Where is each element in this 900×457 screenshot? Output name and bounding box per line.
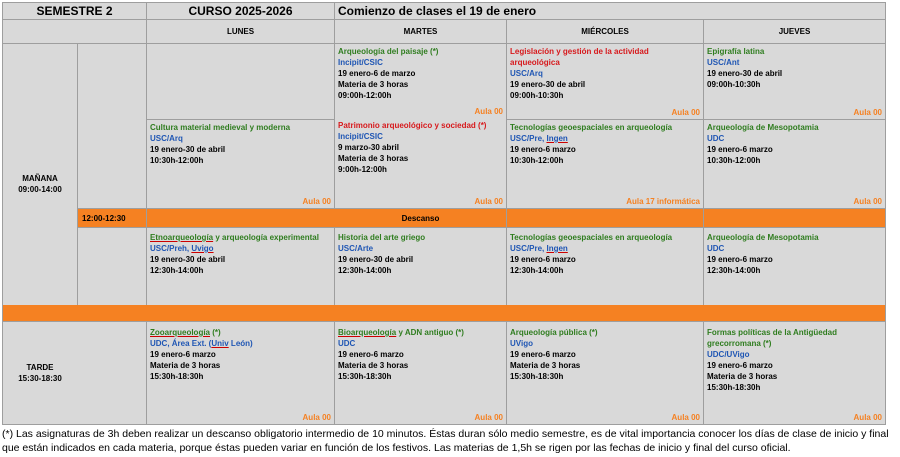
class-org-part: USC/Pre, [510,244,547,253]
break-divider [507,208,704,228]
class-org-part: Univ [211,339,229,348]
class-dates: 19 enero-6 marzo [707,255,773,264]
class-org-part: Ingen [546,134,568,143]
day-header-lunes [147,20,335,44]
footnote: (*) Las asignaturas de 3h deben realizar un descanso obligatorio intermedio de 10 minutos. Éstas duran sólo medio semestre, es de vital importancia conocer los días de clase de inicio y final que están indicados en cada materia, porque éstas pueden variar en función de los festivos. Las materias de 1,5h se rigen por las fechas de inicio y final del curso oficial. [2,428,889,454]
slot-manana-label: MAÑANA [22,174,58,183]
class-room: Aula 00 [853,108,882,117]
class-title: Cultura material medieval y moderna [150,123,291,132]
class-hours: 10:30h-12:00h [510,156,564,165]
corner-cell [2,20,147,44]
class-room: Aula 00 [302,413,331,422]
class-org: USC/Arq [510,69,543,78]
subslot-top [78,44,147,208]
class-hours: 12:30h-14:00h [338,266,392,275]
separator-row [2,305,886,322]
class-dates: 19 enero-30 de abril [707,69,783,78]
break-time-text: 12:00-12:30 [82,213,126,223]
class-title-cont: grecorromana (*) [707,339,772,348]
class-org: Incipit/CSIC [338,58,383,67]
break-label-text: Descanso [401,213,440,223]
class-hours: 09:00h-10:30h [510,91,564,100]
class-dates: 19 enero-30 de abril [150,145,226,154]
class-formas-politicas [704,322,886,425]
class-cultura-material [147,120,335,208]
day-header-martes [335,20,507,44]
class-hours: 15:30h-18:30h [510,372,564,381]
class-legislacion [507,44,704,120]
class-title: Arqueología de Mesopotamia [707,233,819,242]
class-org: UDC [707,134,725,143]
course-year-label [147,2,335,20]
class-title: Arqueología pública (*) [510,328,598,337]
class-hours: 15:30h-18:30h [707,383,761,392]
class-epigrafia [704,44,886,120]
slot-tarde [2,322,147,425]
class-geoespaciales-1 [507,120,704,208]
day-header-miercoles [507,20,704,44]
class-org [510,133,700,144]
class-org: UDC [707,244,725,253]
start-date-text: Comienzo de clases el 19 de enero [338,4,537,18]
day-martes-text: MARTES [403,27,438,36]
class-room: Aula 00 [671,108,700,117]
class-hours: 9:00h-12:00h [338,165,387,174]
slot-manana [2,44,78,325]
class-bioarqueologia [335,322,507,425]
break-label [335,208,507,228]
class-hours: 10:30h-12:00h [707,156,761,165]
class-org-part: León) [228,339,253,348]
class-org-part: USC/Pre, [510,134,547,143]
class-duration: Materia de 3 horas [338,361,409,370]
semester-label [2,2,147,20]
class-duration: Materia de 3 horas [707,372,778,381]
class-org [150,338,331,349]
class-room: Aula 00 [474,197,503,206]
slot-tarde-time: 15:30-18:30 [18,374,62,383]
class-dates: 19 enero-6 marzo [707,361,773,370]
class-org: UDC [338,339,356,348]
slot-manana-time: 09:00-14:00 [18,185,62,194]
class-dates: 19 enero-6 marzo [510,145,576,154]
class-title: Legislación y gestión de la actividad [510,47,649,56]
class-org: UVigo [510,339,533,348]
class-title-part: Bioarqueología [338,328,397,337]
class-title [150,232,331,243]
class-org-part: Ingen [546,244,568,253]
class-hours: 15:30h-18:30h [338,372,392,381]
class-hours: 10:30h-12:00h [150,156,204,165]
class-title [150,327,331,338]
start-date-label [335,2,886,20]
class-org: Incipit/CSIC [338,132,383,141]
class-hours: 12:30h-14:00h [510,266,564,275]
class-mesopotamia-1 [704,120,886,208]
class-room: Aula 00 [474,107,503,116]
class-hours: 09:00h-10:30h [707,80,761,89]
class-room: Aula 00 [853,413,882,422]
class-title-cont: arqueológica [510,58,560,67]
class-title: Epigrafía latina [707,47,765,56]
class-dates: 19 enero-6 de marzo [338,69,416,78]
class-org: USC/Arte [338,244,374,253]
class-dates: 9 marzo-30 abril [338,143,399,152]
class-dates: 19 enero-6 marzo [150,350,216,359]
class-hours: 12:30h-14:00h [150,266,204,275]
class-room: Aula 00 [474,413,503,422]
class-title: Patrimonio arqueológico y sociedad (*) [338,121,487,130]
class-title: Arqueología de Mesopotamia [707,123,819,132]
class-room: Aula 00 [302,197,331,206]
class-dates: 19 enero-6 marzo [707,145,773,154]
class-duration: Materia de 3 horas [338,80,409,89]
class-title-part: Zooarqueología [150,328,210,337]
class-org: USC/Ant [707,58,740,67]
class-room: Aula 17 informática [626,197,700,206]
day-header-jueves [704,20,886,44]
class-duration: Materia de 3 horas [338,154,409,163]
class-hours: 15:30h-18:30h [150,372,204,381]
class-title-part: y arqueología experimental [213,233,319,242]
class-title: Formas políticas de la Antigüedad [707,328,837,337]
class-title-part: Etnoarqueología [150,233,214,242]
class-dates: 19 enero-30 de abril [338,255,414,264]
class-dates: 19 enero-6 marzo [338,350,404,359]
day-miercoles-text: MIÉRCOLES [581,27,629,36]
class-dates: 19 enero-6 marzo [510,350,576,359]
class-zooarqueologia [147,322,335,425]
course-year-text: CURSO 2025-2026 [188,4,293,18]
class-org-part: USC/Preh, [150,244,192,253]
class-paisaje-patrimonio [335,44,507,208]
class-org: UDC/UVigo [707,350,750,359]
slot-tarde-label: TARDE [26,363,54,372]
semester-text: SEMESTRE 2 [36,4,113,18]
class-org-part: Uvigo [191,244,214,253]
class-room: Aula 00 [671,413,700,422]
class-dates: 19 enero-30 de abril [150,255,226,264]
class-dates: 19 enero-6 marzo [510,255,576,264]
break-time [78,208,147,228]
class-title-part: y ADN antiguo (*) [396,328,464,337]
class-title [338,327,503,338]
class-title: Tecnologías geoespaciales en arqueología [510,233,673,242]
class-title: Historia del arte griego [338,233,426,242]
class-room: Aula 00 [853,197,882,206]
class-org [510,243,700,254]
class-title-part: (*) [210,328,221,337]
class-arqueologia-publica [507,322,704,425]
class-duration: Materia de 3 horas [150,361,221,370]
class-hours: 09:00h-12:00h [338,91,392,100]
class-title: Tecnologías geoespaciales en arqueología [510,123,673,132]
day-lunes-text: LUNES [226,27,255,36]
lunes-empty-slot [147,44,335,120]
class-org-part: UDC, Área Ext. ( [150,339,212,348]
day-jueves-text: JUEVES [778,27,811,36]
class-org [150,243,331,254]
class-hours: 12:30h-14:00h [707,266,761,275]
class-title: Arqueología del paisaje (*) [338,47,439,56]
class-duration: Materia de 3 horas [510,361,581,370]
class-org: USC/Arq [150,134,183,143]
class-dates: 19 enero-30 de abril [510,80,586,89]
